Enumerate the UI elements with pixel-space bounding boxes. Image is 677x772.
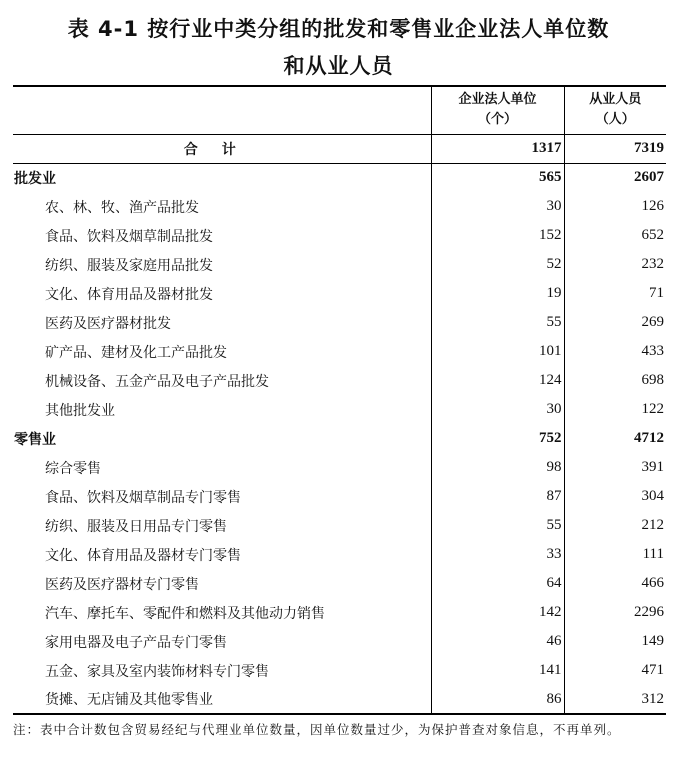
units-value: 52 xyxy=(431,250,564,279)
units-value: 565 xyxy=(431,163,564,192)
units-value: 64 xyxy=(431,569,564,598)
units-value: 152 xyxy=(431,221,564,250)
units-value: 752 xyxy=(431,424,564,453)
persons-value: 312 xyxy=(564,685,666,714)
section-row xyxy=(13,163,666,192)
row-label: 文化、体育用品及器材专门零售 xyxy=(45,547,241,564)
table-row xyxy=(13,569,666,598)
table-row xyxy=(13,656,666,685)
table-row xyxy=(13,279,666,308)
table-row xyxy=(13,482,666,511)
row-label: 合计 xyxy=(13,134,431,163)
persons-value: 149 xyxy=(564,627,666,656)
total-row xyxy=(13,134,666,163)
table-row xyxy=(13,511,666,540)
persons-value: 466 xyxy=(564,569,666,598)
persons-value: 269 xyxy=(564,308,666,337)
table-row xyxy=(13,366,666,395)
row-label: 综合零售 xyxy=(45,460,101,477)
footnote: 注：表中合计数包含贸易经纪与代理业单位数量，因单位数量过少，为保护普查对象信息，不再单列。 xyxy=(13,722,621,737)
row-label: 食品、饮料及烟草制品批发 xyxy=(45,228,213,245)
row-label: 零售业 xyxy=(14,431,56,448)
persons-value: 304 xyxy=(564,482,666,511)
table-row xyxy=(13,627,666,656)
persons-value: 122 xyxy=(564,395,666,424)
row-label: 批发业 xyxy=(14,170,56,187)
table-row xyxy=(13,453,666,482)
units-value: 46 xyxy=(431,627,564,656)
row-label: 其他批发业 xyxy=(45,402,115,419)
row-label: 纺织、服装及日用品专门零售 xyxy=(45,518,227,535)
row-label: 医药及医疗器材批发 xyxy=(45,315,171,332)
row-label: 五金、家具及室内装饰材料专门零售 xyxy=(45,663,269,680)
table-body xyxy=(13,134,666,714)
row-label: 纺织、服装及家庭用品批发 xyxy=(45,257,213,274)
units-value: 142 xyxy=(431,598,564,627)
persons-value: 2607 xyxy=(564,163,666,192)
statistics-table xyxy=(13,85,666,715)
table-row xyxy=(13,337,666,366)
units-value: 124 xyxy=(431,366,564,395)
units-value: 55 xyxy=(431,511,564,540)
header-row xyxy=(13,86,666,134)
table-row xyxy=(13,685,666,714)
row-label: 矿产品、建材及化工产品批发 xyxy=(45,344,227,361)
row-label: 汽车、摩托车、零配件和燃料及其他动力销售 xyxy=(45,605,325,622)
units-value: 55 xyxy=(431,308,564,337)
table-row xyxy=(13,395,666,424)
header-units-unit: （个） xyxy=(477,112,517,128)
units-value: 30 xyxy=(431,192,564,221)
section-row xyxy=(13,424,666,453)
persons-value: 71 xyxy=(564,279,666,308)
units-value: 98 xyxy=(431,453,564,482)
row-label: 机械设备、五金产品及电子产品批发 xyxy=(45,373,269,390)
persons-value: 2296 xyxy=(564,598,666,627)
table-row xyxy=(13,192,666,221)
header-persons-unit: （人） xyxy=(595,112,635,128)
persons-value: 698 xyxy=(564,366,666,395)
table-row xyxy=(13,308,666,337)
persons-value: 212 xyxy=(564,511,666,540)
persons-value: 232 xyxy=(564,250,666,279)
row-label: 文化、体育用品及器材批发 xyxy=(45,286,213,303)
persons-value: 126 xyxy=(564,192,666,221)
header-units xyxy=(431,86,564,134)
table-row xyxy=(13,221,666,250)
row-label: 农、林、牧、渔产品批发 xyxy=(45,199,199,216)
row-label: 家用电器及电子产品专门零售 xyxy=(45,634,227,651)
persons-value: 111 xyxy=(564,540,666,569)
table-row xyxy=(13,598,666,627)
row-label: 食品、饮料及烟草制品专门零售 xyxy=(45,489,241,506)
persons-value: 652 xyxy=(564,221,666,250)
header-persons-name: 从业人员 xyxy=(589,92,642,108)
persons-value: 433 xyxy=(564,337,666,366)
persons-value: 391 xyxy=(564,453,666,482)
units-value: 86 xyxy=(431,685,564,714)
header-units-name: 企业法人单位 xyxy=(458,92,537,108)
units-value: 30 xyxy=(431,395,564,424)
header-category xyxy=(13,86,431,134)
header-persons xyxy=(564,86,666,134)
table-title: 表 4-1 按行业中类分组的批发和零售业企业法人单位数 xyxy=(67,17,610,41)
units-value: 141 xyxy=(431,656,564,685)
units-value: 87 xyxy=(431,482,564,511)
persons-value: 4712 xyxy=(564,424,666,453)
table-row xyxy=(13,540,666,569)
units-value: 33 xyxy=(431,540,564,569)
table-row xyxy=(13,250,666,279)
units-value: 1317 xyxy=(431,134,564,163)
row-label: 货摊、无店铺及其他零售业 xyxy=(13,685,431,714)
persons-value: 471 xyxy=(564,656,666,685)
table-title-continued: 和从业人员 xyxy=(283,54,394,78)
units-value: 19 xyxy=(431,279,564,308)
persons-value: 7319 xyxy=(564,134,666,163)
units-value: 101 xyxy=(431,337,564,366)
row-label: 医药及医疗器材专门零售 xyxy=(45,576,199,593)
